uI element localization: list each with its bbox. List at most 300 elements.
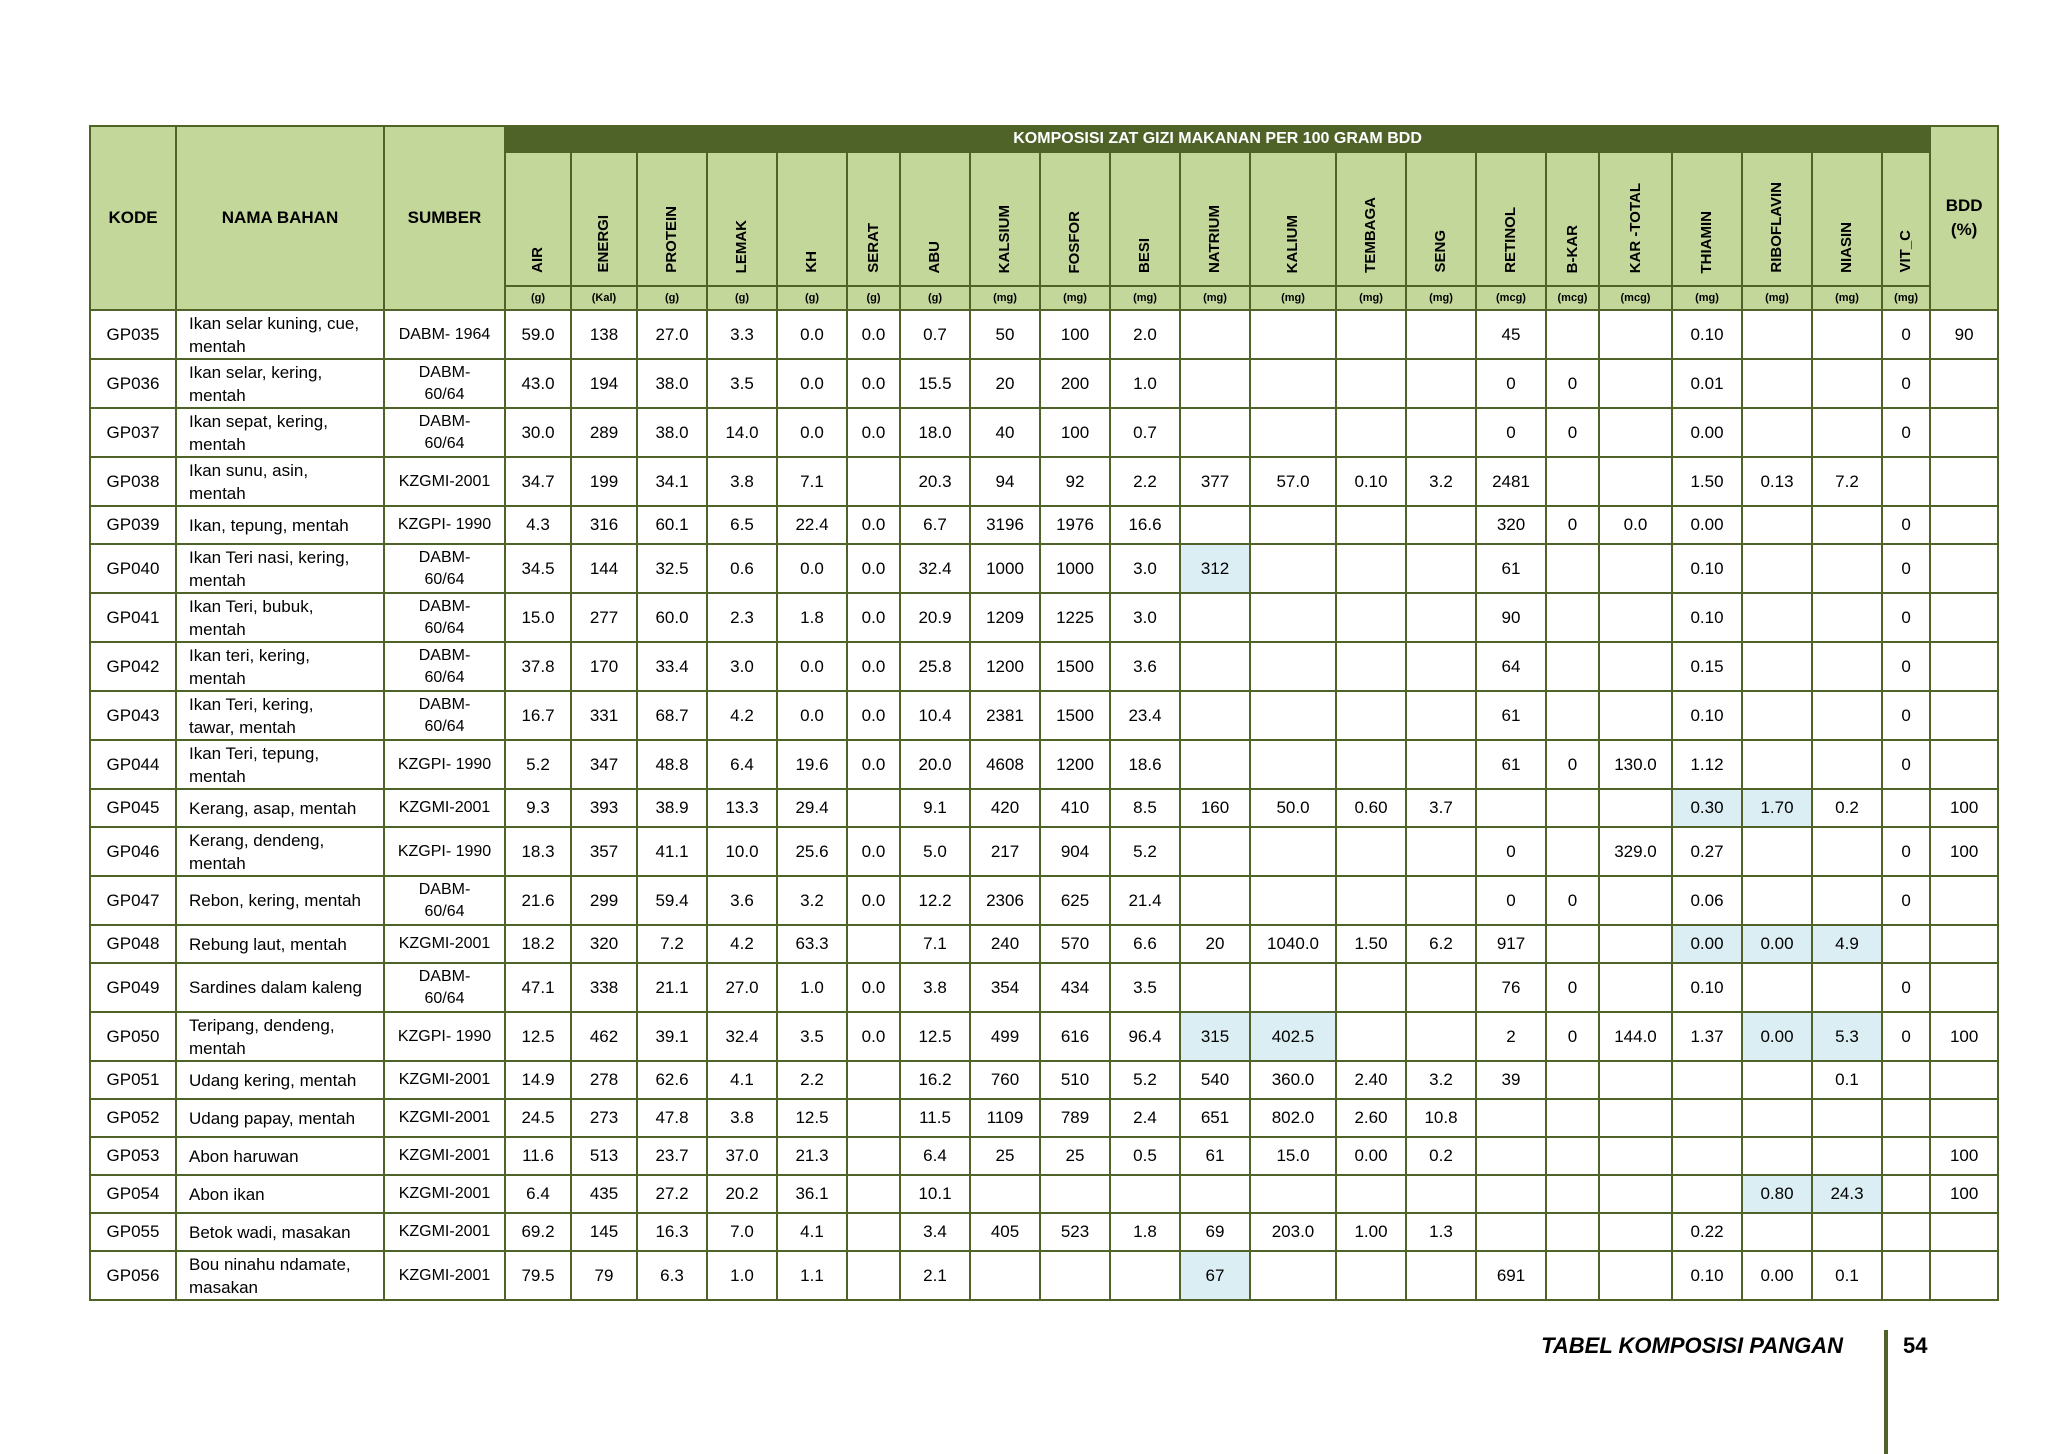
cell-value	[1742, 827, 1812, 876]
cell-value: 299	[571, 876, 637, 925]
cell-value	[1336, 408, 1406, 457]
cell-value: 13.3	[707, 789, 777, 827]
header-nutrient	[505, 152, 571, 286]
cell-value: 320	[571, 925, 637, 963]
cell-value: 3.5	[707, 359, 777, 408]
cell-value: 7.1	[777, 457, 847, 506]
header-nutrient-label: THIAMIN	[1698, 210, 1715, 273]
cell-value: 0	[1882, 359, 1930, 408]
cell-value: 331	[571, 691, 637, 740]
header-nutrient-label: RETINOL	[1502, 207, 1519, 273]
cell-bdd	[1930, 642, 1998, 691]
cell-value: 3.8	[707, 457, 777, 506]
header-nutrient	[847, 152, 900, 286]
cell-value: 691	[1476, 1251, 1546, 1300]
cell-value: 289	[571, 408, 637, 457]
cell-value: 36.1	[777, 1175, 847, 1213]
header-nutrient-label: FOSFOR	[1066, 210, 1083, 273]
cell-value: 3.2	[777, 876, 847, 925]
cell-value: 3.2	[1406, 457, 1476, 506]
cell-value: 18.0	[900, 408, 970, 457]
cell-value	[1250, 408, 1336, 457]
cell-value: 0.15	[1672, 642, 1742, 691]
cell-value: 92	[1040, 457, 1110, 506]
header-nutrient	[571, 152, 637, 286]
cell-value	[1599, 642, 1672, 691]
cell-value: 5.0	[900, 827, 970, 876]
cell-value: 802.0	[1250, 1099, 1336, 1137]
cell-value: 144	[571, 544, 637, 593]
cell-value	[1546, 1061, 1599, 1099]
cell-value: 0.6	[707, 544, 777, 593]
cell-bdd: 100	[1930, 1012, 1998, 1061]
cell-value: 100	[1040, 310, 1110, 359]
cell-value	[1599, 457, 1672, 506]
cell-value: 0	[1546, 876, 1599, 925]
cell-value	[1812, 827, 1882, 876]
cell-value: 20	[1180, 925, 1250, 963]
cell-value: 2.40	[1336, 1061, 1406, 1099]
header-group-title: KOMPOSISI ZAT GIZI MAKANAN PER 100 GRAM BDD	[505, 126, 1930, 152]
cell-value	[1672, 1099, 1742, 1137]
cell-value	[1546, 1213, 1599, 1251]
cell-value: 32.4	[900, 544, 970, 593]
cell-value	[1250, 506, 1336, 544]
cell-value	[847, 1251, 900, 1300]
cell-value	[1180, 740, 1250, 789]
cell-bdd: 90	[1930, 310, 1998, 359]
cell-value: 1500	[1040, 642, 1110, 691]
header-nutrient-label: LEMAK	[733, 219, 750, 273]
cell-value: 194	[571, 359, 637, 408]
cell-value: 2.3	[707, 593, 777, 642]
cell-value: 64	[1476, 642, 1546, 691]
cell-value: 20.2	[707, 1175, 777, 1213]
cell-value: 2.60	[1336, 1099, 1406, 1137]
cell-value: 2.0	[1110, 310, 1180, 359]
cell-value: 60.1	[637, 506, 707, 544]
header-nutrient	[1476, 152, 1546, 286]
cell-value: 5.2	[1110, 1061, 1180, 1099]
cell-value	[1250, 963, 1336, 1012]
cell-value: 3.0	[1110, 544, 1180, 593]
cell-value: 0.0	[777, 359, 847, 408]
cell-value: 1.00	[1336, 1213, 1406, 1251]
cell-value	[847, 1175, 900, 1213]
cell-value	[1742, 506, 1812, 544]
cell-nama-bahan: Ikan Teri, kering, tawar, mentah	[176, 691, 384, 740]
header-unit: (mg)	[1336, 286, 1406, 310]
footer-divider	[1884, 1330, 1888, 1454]
cell-value: 1109	[970, 1099, 1040, 1137]
cell-value: 22.4	[777, 506, 847, 544]
cell-value: 145	[571, 1213, 637, 1251]
cell-value	[1250, 876, 1336, 925]
cell-value: 41.1	[637, 827, 707, 876]
cell-value: 338	[571, 963, 637, 1012]
cell-value: 10.4	[900, 691, 970, 740]
cell-nama-bahan: Ikan Teri nasi, kering, mentah	[176, 544, 384, 593]
cell-value: 27.0	[637, 310, 707, 359]
cell-value	[1250, 593, 1336, 642]
header-nutrient-label: NIASIN	[1838, 222, 1855, 273]
cell-value	[847, 457, 900, 506]
cell-value: 25.8	[900, 642, 970, 691]
cell-value	[1812, 691, 1882, 740]
header-nutrient	[900, 152, 970, 286]
cell-value	[1599, 544, 1672, 593]
cell-value: 3.0	[1110, 593, 1180, 642]
cell-value: 0.00	[1672, 925, 1742, 963]
cell-value: 63.3	[777, 925, 847, 963]
cell-value: 1.8	[1110, 1213, 1180, 1251]
cell-value: 1.50	[1672, 457, 1742, 506]
cell-value	[1040, 1251, 1110, 1300]
cell-value	[1599, 963, 1672, 1012]
cell-value	[1406, 691, 1476, 740]
cell-value: 6.3	[637, 1251, 707, 1300]
cell-value: 1.0	[777, 963, 847, 1012]
cell-sumber: KZGMI-2001	[384, 789, 505, 827]
table-row	[90, 827, 1998, 876]
cell-sumber: KZGMI-2001	[384, 1251, 505, 1300]
cell-value	[1180, 691, 1250, 740]
cell-value: 160	[1180, 789, 1250, 827]
cell-value: 393	[571, 789, 637, 827]
cell-bdd	[1930, 1251, 1998, 1300]
cell-value: 1.8	[777, 593, 847, 642]
cell-value: 0.10	[1672, 963, 1742, 1012]
cell-value	[1250, 310, 1336, 359]
cell-value: 45	[1476, 310, 1546, 359]
cell-value: 0.0	[847, 310, 900, 359]
cell-value: 12.2	[900, 876, 970, 925]
cell-kode: GP050	[90, 1012, 176, 1061]
cell-value: 38.9	[637, 789, 707, 827]
cell-value: 510	[1040, 1061, 1110, 1099]
cell-bdd	[1930, 408, 1998, 457]
header-nutrient-label: KAR -TOTAL	[1626, 182, 1644, 273]
cell-value: 18.6	[1110, 740, 1180, 789]
header-nutrient-label: SERAT	[864, 223, 882, 273]
cell-kode: GP049	[90, 963, 176, 1012]
table-row	[90, 457, 1998, 506]
cell-value: 0.0	[847, 1012, 900, 1061]
cell-value: 1500	[1040, 691, 1110, 740]
cell-value	[1406, 1012, 1476, 1061]
cell-value: 23.7	[637, 1137, 707, 1175]
cell-value	[1406, 642, 1476, 691]
cell-value: 3.8	[900, 963, 970, 1012]
cell-value: 3.3	[707, 310, 777, 359]
cell-value: 20.3	[900, 457, 970, 506]
cell-sumber: KZGMI-2001	[384, 1137, 505, 1175]
cell-value: 277	[571, 593, 637, 642]
cell-value: 24.3	[1812, 1175, 1882, 1213]
header-unit: (mcg)	[1546, 286, 1599, 310]
cell-value: 312	[1180, 544, 1250, 593]
cell-value	[1180, 1175, 1250, 1213]
cell-kode: GP046	[90, 827, 176, 876]
cell-value: 3.2	[1406, 1061, 1476, 1099]
table-row	[90, 876, 1998, 925]
cell-value: 130.0	[1599, 740, 1672, 789]
cell-value	[1599, 1175, 1672, 1213]
cell-value	[1336, 359, 1406, 408]
cell-value	[1882, 457, 1930, 506]
header-unit: (g)	[900, 286, 970, 310]
cell-value: 1225	[1040, 593, 1110, 642]
cell-sumber: KZGMI-2001	[384, 1061, 505, 1099]
cell-value	[1250, 544, 1336, 593]
cell-value: 199	[571, 457, 637, 506]
cell-value	[1546, 457, 1599, 506]
cell-value: 4.3	[505, 506, 571, 544]
cell-value	[1180, 506, 1250, 544]
cell-value: 16.2	[900, 1061, 970, 1099]
cell-value	[1672, 1175, 1742, 1213]
cell-bdd	[1930, 359, 1998, 408]
table-row	[90, 789, 1998, 827]
cell-value: 0.80	[1742, 1175, 1812, 1213]
cell-value: 0	[1882, 310, 1930, 359]
cell-value: 0.0	[847, 359, 900, 408]
cell-sumber: KZGPI- 1990	[384, 1012, 505, 1061]
cell-value: 0.0	[847, 740, 900, 789]
cell-value	[1546, 1175, 1599, 1213]
cell-value: 15.0	[505, 593, 571, 642]
cell-value: 79.5	[505, 1251, 571, 1300]
cell-value: 0.60	[1336, 789, 1406, 827]
cell-value: 0.10	[1672, 544, 1742, 593]
cell-value: 0	[1476, 359, 1546, 408]
cell-value: 39	[1476, 1061, 1546, 1099]
cell-value: 50	[970, 310, 1040, 359]
cell-value: 25.6	[777, 827, 847, 876]
cell-value	[1336, 1175, 1406, 1213]
cell-value: 7.2	[637, 925, 707, 963]
cell-sumber: KZGPI- 1990	[384, 506, 505, 544]
cell-value: 0	[1882, 642, 1930, 691]
nutrition-table	[89, 125, 1999, 1301]
cell-value: 20.0	[900, 740, 970, 789]
cell-value: 12.5	[505, 1012, 571, 1061]
cell-value: 570	[1040, 925, 1110, 963]
header-nutrient	[637, 152, 707, 286]
table-row	[90, 1137, 1998, 1175]
cell-nama-bahan: Bou ninahu ndamate, masakan	[176, 1251, 384, 1300]
cell-value: 3.7	[1406, 789, 1476, 827]
cell-value: 3.4	[900, 1213, 970, 1251]
header-unit: (g)	[637, 286, 707, 310]
header-nutrient	[1336, 152, 1406, 286]
header-nutrient	[1812, 152, 1882, 286]
cell-bdd	[1930, 544, 1998, 593]
cell-sumber: KZGMI-2001	[384, 457, 505, 506]
cell-value: 5.2	[1110, 827, 1180, 876]
cell-nama-bahan: Ikan teri, kering, mentah	[176, 642, 384, 691]
cell-value: 462	[571, 1012, 637, 1061]
header-nutrient	[1672, 152, 1742, 286]
cell-value: 14.9	[505, 1061, 571, 1099]
cell-value: 24.5	[505, 1099, 571, 1137]
cell-sumber: KZGPI- 1990	[384, 740, 505, 789]
table-row	[90, 359, 1998, 408]
cell-value	[1812, 963, 1882, 1012]
cell-value: 20.9	[900, 593, 970, 642]
cell-bdd	[1930, 691, 1998, 740]
cell-value	[1882, 1213, 1930, 1251]
cell-value	[1742, 544, 1812, 593]
header-nutrient	[970, 152, 1040, 286]
cell-value: 2.2	[1110, 457, 1180, 506]
header-unit: (mg)	[1742, 286, 1812, 310]
cell-value: 38.0	[637, 359, 707, 408]
cell-value: 6.4	[505, 1175, 571, 1213]
cell-value: 513	[571, 1137, 637, 1175]
cell-value: 3.6	[707, 876, 777, 925]
cell-bdd	[1930, 506, 1998, 544]
cell-value: 21.6	[505, 876, 571, 925]
cell-value: 1.0	[707, 1251, 777, 1300]
cell-nama-bahan: Abon haruwan	[176, 1137, 384, 1175]
cell-value	[847, 1213, 900, 1251]
cell-value: 30.0	[505, 408, 571, 457]
header-unit: (mg)	[1406, 286, 1476, 310]
cell-value	[1599, 1137, 1672, 1175]
cell-value: 19.6	[777, 740, 847, 789]
cell-value	[1406, 1175, 1476, 1213]
cell-bdd	[1930, 876, 1998, 925]
cell-value	[1476, 789, 1546, 827]
cell-bdd	[1930, 457, 1998, 506]
cell-value	[1599, 925, 1672, 963]
cell-value: 347	[571, 740, 637, 789]
table-row	[90, 925, 1998, 963]
cell-value: 278	[571, 1061, 637, 1099]
cell-value: 7.1	[900, 925, 970, 963]
cell-kode: GP045	[90, 789, 176, 827]
cell-sumber: DABM- 60/64	[384, 593, 505, 642]
cell-value: 27.2	[637, 1175, 707, 1213]
cell-sumber: DABM- 60/64	[384, 408, 505, 457]
table-row	[90, 408, 1998, 457]
cell-value: 273	[571, 1099, 637, 1137]
header-unit: (mg)	[1812, 286, 1882, 310]
cell-value: 0.10	[1672, 310, 1742, 359]
cell-value: 0.1	[1812, 1061, 1882, 1099]
header-nutrient	[1742, 152, 1812, 286]
cell-value: 61	[1476, 544, 1546, 593]
cell-value: 4.1	[777, 1213, 847, 1251]
cell-nama-bahan: Rebon, kering, mentah	[176, 876, 384, 925]
cell-value: 357	[571, 827, 637, 876]
cell-value: 0.00	[1672, 408, 1742, 457]
cell-value: 3196	[970, 506, 1040, 544]
cell-bdd	[1930, 593, 1998, 642]
cell-value: 43.0	[505, 359, 571, 408]
cell-value	[1406, 310, 1476, 359]
cell-value: 18.2	[505, 925, 571, 963]
cell-value: 79	[571, 1251, 637, 1300]
cell-value	[1336, 963, 1406, 1012]
cell-value: 5.3	[1812, 1012, 1882, 1061]
table-row	[90, 1061, 1998, 1099]
cell-value	[1476, 1213, 1546, 1251]
cell-value	[1812, 544, 1882, 593]
header-kode: KODE	[90, 126, 176, 310]
header-unit: (mg)	[1040, 286, 1110, 310]
cell-value: 0	[1546, 963, 1599, 1012]
cell-value	[1882, 1137, 1930, 1175]
cell-value: 3.5	[777, 1012, 847, 1061]
cell-value	[1406, 506, 1476, 544]
cell-value	[1336, 1012, 1406, 1061]
cell-sumber: DABM- 60/64	[384, 691, 505, 740]
cell-kode: GP036	[90, 359, 176, 408]
cell-value: 0.0	[847, 544, 900, 593]
cell-value: 10.1	[900, 1175, 970, 1213]
cell-value	[1599, 691, 1672, 740]
cell-value	[1180, 408, 1250, 457]
cell-value: 0	[1882, 544, 1930, 593]
cell-value: 200	[1040, 359, 1110, 408]
header-unit: (mcg)	[1476, 286, 1546, 310]
cell-value: 94	[970, 457, 1040, 506]
cell-value	[1336, 827, 1406, 876]
header-nutrient	[707, 152, 777, 286]
cell-value	[1180, 593, 1250, 642]
cell-value	[1546, 925, 1599, 963]
cell-value: 315	[1180, 1012, 1250, 1061]
cell-value: 10.0	[707, 827, 777, 876]
cell-value	[1812, 593, 1882, 642]
cell-value	[1882, 789, 1930, 827]
cell-value	[1742, 1137, 1812, 1175]
cell-value	[1812, 408, 1882, 457]
cell-value: 0.22	[1672, 1213, 1742, 1251]
cell-value	[1336, 593, 1406, 642]
cell-value: 67	[1180, 1251, 1250, 1300]
cell-value: 68.7	[637, 691, 707, 740]
cell-value: 360.0	[1250, 1061, 1336, 1099]
cell-value: 34.5	[505, 544, 571, 593]
cell-value	[1336, 876, 1406, 925]
cell-nama-bahan: Ikan Teri, bubuk, mentah	[176, 593, 384, 642]
cell-value: 2306	[970, 876, 1040, 925]
cell-value: 57.0	[1250, 457, 1336, 506]
cell-value	[1742, 359, 1812, 408]
cell-value	[1882, 1061, 1930, 1099]
cell-value: 0.10	[1336, 457, 1406, 506]
cell-value: 15.5	[900, 359, 970, 408]
cell-value: 0	[1476, 827, 1546, 876]
cell-value	[1812, 740, 1882, 789]
cell-value: 32.5	[637, 544, 707, 593]
cell-value: 904	[1040, 827, 1110, 876]
cell-value: 917	[1476, 925, 1546, 963]
cell-value	[1406, 963, 1476, 1012]
cell-value	[1406, 876, 1476, 925]
cell-value: 69	[1180, 1213, 1250, 1251]
cell-value: 377	[1180, 457, 1250, 506]
cell-value: 0.0	[777, 408, 847, 457]
cell-value	[1180, 827, 1250, 876]
cell-value: 0.00	[1336, 1137, 1406, 1175]
cell-value: 4.9	[1812, 925, 1882, 963]
cell-value: 38.0	[637, 408, 707, 457]
cell-value	[1742, 593, 1812, 642]
